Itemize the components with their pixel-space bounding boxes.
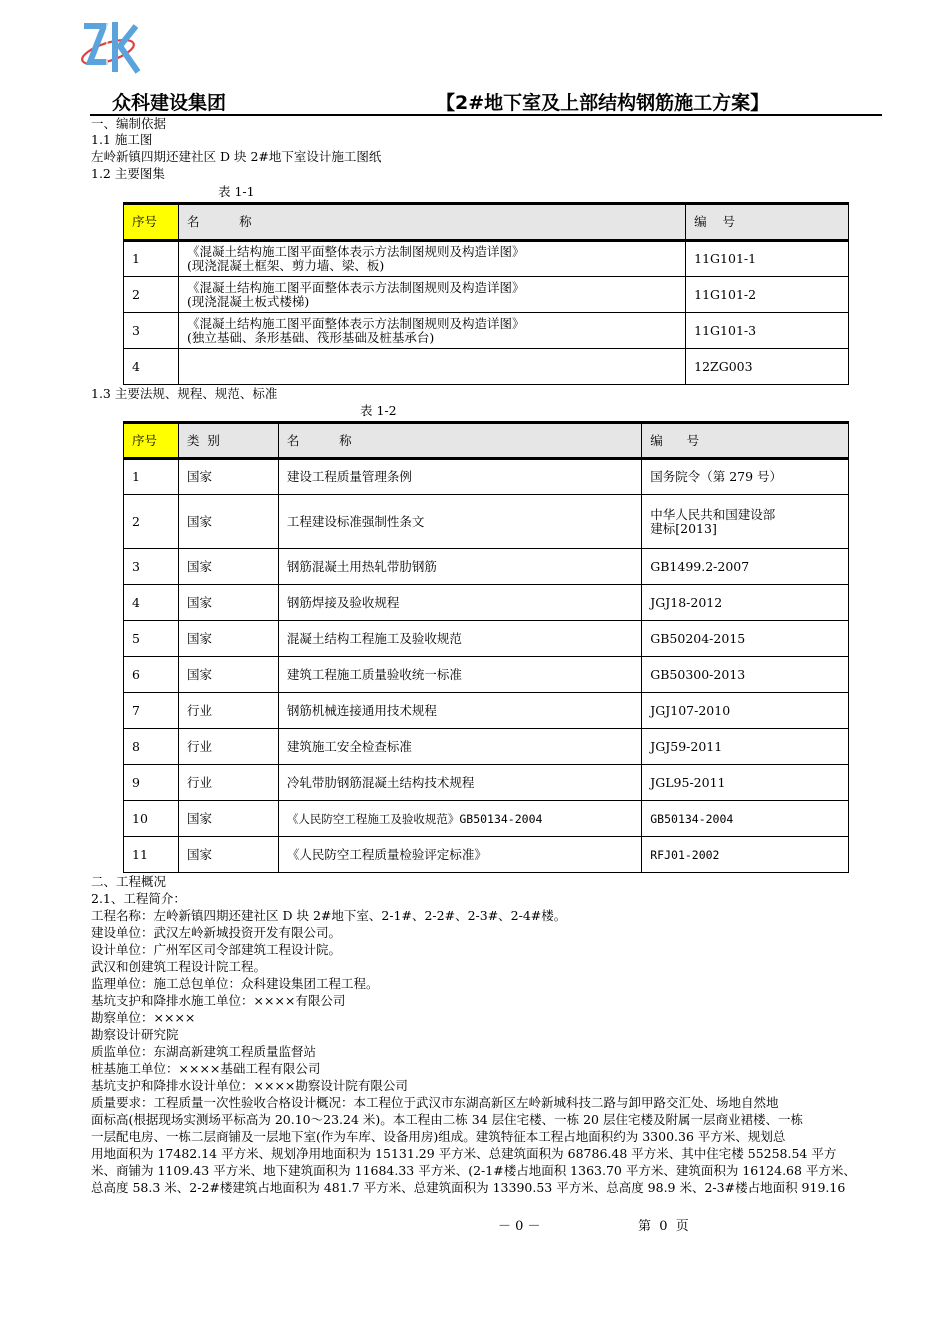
table-row (124, 729, 849, 765)
page-number-center: － 0 － (498, 1219, 541, 1234)
info-line: 武汉和创建筑工程设计院工程。 (91, 959, 267, 974)
cell-category: 国家 (178, 585, 278, 621)
cell-no: 1 (124, 459, 179, 495)
table-row (124, 495, 849, 549)
cell-category: 国家 (178, 837, 278, 873)
cell-code: GB50204-2015 (642, 621, 849, 657)
cell-code: 国务院令（第 279 号） (642, 459, 849, 495)
cell-category: 行业 (178, 765, 278, 801)
cell-name: 建设工程质量管理条例 (278, 459, 641, 495)
cell-code: JGJ59-2011 (642, 729, 849, 765)
cell-name: 《人民防空工程施工及验收规范》GB50134-2004 (278, 801, 641, 837)
subsection-heading: 1.1 施工图 (91, 132, 153, 147)
body-text: 左岭新镇四期还建社区 D 块 2#地下室设计施工图纸 (91, 149, 382, 164)
cell-no: 3 (124, 549, 179, 585)
cell-code: GB1499.2-2007 (642, 549, 849, 585)
cell-name: 混凝土结构工程施工及验收规范 (278, 621, 641, 657)
table-row (124, 241, 849, 277)
cell-name: 《混凝土结构施工图平面整体表示方法制图规则及构造详图》 (现浇混凝土框架、剪力墙、梁、板) (178, 241, 685, 277)
cell-no: 4 (124, 585, 179, 621)
quality-paragraph-line: 用地面积为 17482.14 平方米、规划净用地面积为 15131.29 平方米、总建筑面积为 68786.48 平方米、其中住宅楼 55258.54 平方 (91, 1146, 837, 1161)
table-row (124, 621, 849, 657)
quality-paragraph-line: 质量要求：工程质量一次性验收合格设计概况：本工程位于武汉市东湖高新区左岭新城科技二路与卸甲路交汇处、场地自然地 (91, 1095, 779, 1110)
cell-category: 行业 (178, 693, 278, 729)
info-line: 基坑支护和降排水施工单位：××××有限公司 (91, 993, 346, 1008)
table-row (124, 349, 849, 385)
cell-code: RFJ01-2002 (642, 837, 849, 873)
table-row (124, 585, 849, 621)
cell-name: 钢筋混凝土用热轧带肋钢筋 (278, 549, 641, 585)
table-row (124, 765, 849, 801)
info-line: 工程名称：左岭新镇四期还建社区 D 块 2#地下室、2-1#、2-2#、2-3#、2-4#楼。 (91, 908, 567, 923)
cell-no: 11 (124, 837, 179, 873)
quality-paragraph-line: 一层配电房、一栋二层商铺及一层地下室(作为车库、设备用房)组成。建筑特征本工程占地面积约为 3300.36 平方米、规划总 (91, 1129, 786, 1144)
info-line: 设计单位：广州军区司令部建筑工程设计院。 (91, 942, 342, 957)
cell-name: 《人民防空工程质量检验评定标准》 (278, 837, 641, 873)
document-title: 【2#地下室及上部结构钢筋施工方案】 (436, 92, 770, 114)
table-row (124, 801, 849, 837)
standards-table (123, 421, 849, 873)
cell-no: 9 (124, 765, 179, 801)
cell-category: 国家 (178, 801, 278, 837)
subsection-heading: 1.2 主要图集 (91, 166, 165, 181)
cell-code: 11G101-1 (686, 241, 849, 277)
page-header (90, 86, 882, 116)
cell-no: 1 (124, 241, 179, 277)
cell-no: 8 (124, 729, 179, 765)
info-line: 建设单位：武汉左岭新城投资开发有限公司。 (91, 925, 342, 940)
cell-code: 11G101-3 (686, 313, 849, 349)
cell-name: 钢筋机械连接通用技术规程 (278, 693, 641, 729)
company-logo (78, 18, 144, 80)
cell-category: 国家 (178, 549, 278, 585)
header-cell: 类 别 (178, 423, 278, 459)
cell-no: 5 (124, 621, 179, 657)
cell-category: 行业 (178, 729, 278, 765)
cell-code: 11G101-2 (686, 277, 849, 313)
cell-name: 钢筋焊接及验收规程 (278, 585, 641, 621)
info-line: 质监单位：东湖高新建筑工程质量监督站 (91, 1044, 317, 1059)
cell-category: 国家 (178, 657, 278, 693)
cell-code: 12ZG003 (686, 349, 849, 385)
section-heading: 二、工程概况 (91, 874, 167, 889)
table-row (124, 313, 849, 349)
subsection-heading: 1.3 主要法规、规程、规范、标准 (91, 386, 278, 401)
cell-code: JGJ107-2010 (642, 693, 849, 729)
section-heading: 一、编制依据 (91, 116, 167, 131)
quality-paragraph-line: 米、商铺为 1109.43 平方米、地下建筑面积为 11684.33 平方米、(2-1#楼占地面积 1363.70 平方米、建筑面积为 16124.68 平方米、 (91, 1163, 856, 1178)
info-line: 勘察设计研究院 (91, 1027, 179, 1042)
cell-name: 《混凝土结构施工图平面整体表示方法制图规则及构造详图》 (独立基础、条形基础、筏形基础及桩基承台) (178, 313, 685, 349)
cell-category: 国家 (178, 459, 278, 495)
quality-paragraph-line: 总高度 58.3 米、2-2#楼建筑占地面积为 481.7 平方米、总建筑面积为 13390.53 平方米、总高度 98.9 米、2-3#楼占地面积 919.16 (91, 1180, 846, 1195)
table-caption: 表 1-1 (218, 184, 255, 199)
cell-no: 4 (124, 349, 179, 385)
cell-name: 冷轧带肋钢筋混凝土结构技术规程 (278, 765, 641, 801)
info-line: 勘察单位：×××× (91, 1010, 196, 1025)
cell-name: 建筑施工安全检查标准 (278, 729, 641, 765)
header-cell: 编 号 (642, 423, 849, 459)
header-cell: 编 号 (686, 204, 849, 241)
table-row (124, 693, 849, 729)
header-cell: 名 称 (278, 423, 641, 459)
cell-name: 建筑工程施工质量验收统一标准 (278, 657, 641, 693)
cell-category: 国家 (178, 495, 278, 549)
header-cell: 名 称 (178, 204, 685, 241)
page-number-label: 第 0 页 (638, 1219, 689, 1234)
atlas-table (123, 202, 849, 385)
subsection-heading: 2.1、工程简介： (91, 891, 186, 906)
cell-no: 2 (124, 277, 179, 313)
cell-code: 中华人民共和国建设部 建标[2013] (642, 495, 849, 549)
cell-name (178, 349, 685, 385)
cell-no: 6 (124, 657, 179, 693)
cell-code: JGJ18-2012 (642, 585, 849, 621)
cell-code: JGL95-2011 (642, 765, 849, 801)
table-row (124, 837, 849, 873)
table-row (124, 549, 849, 585)
cell-no: 7 (124, 693, 179, 729)
cell-category: 国家 (178, 621, 278, 657)
table-row (124, 459, 849, 495)
cell-code: GB50300-2013 (642, 657, 849, 693)
cell-name: 工程建设标准强制性条文 (278, 495, 641, 549)
info-line: 基坑支护和降排水设计单位：××××勘察设计院有限公司 (91, 1078, 408, 1093)
cell-code: GB50134-2004 (642, 801, 849, 837)
table-caption: 表 1-2 (360, 403, 397, 418)
cell-no: 2 (124, 495, 179, 549)
quality-paragraph-line: 面标高(根据现场实测场平标高为 20.10～23.24 米)。本工程由二栋 34 层住宅楼、一栋 20 层住宅楼及附属一层商业裙楼、一栋 (91, 1112, 803, 1127)
table-row (124, 277, 849, 313)
cell-name: 《混凝土结构施工图平面整体表示方法制图规则及构造详图》 (现浇混凝土板式楼梯) (178, 277, 685, 313)
header-cell: 序号 (124, 423, 179, 459)
table-row (124, 657, 849, 693)
info-line: 监理单位：施工总包单位：众科建设集团工程工程。 (91, 976, 379, 991)
header-cell: 序号 (124, 204, 179, 241)
company-name: 众科建设集团 (112, 92, 227, 114)
cell-no: 10 (124, 801, 179, 837)
info-line: 桩基施工单位：××××基础工程有限公司 (91, 1061, 321, 1076)
cell-no: 3 (124, 313, 179, 349)
